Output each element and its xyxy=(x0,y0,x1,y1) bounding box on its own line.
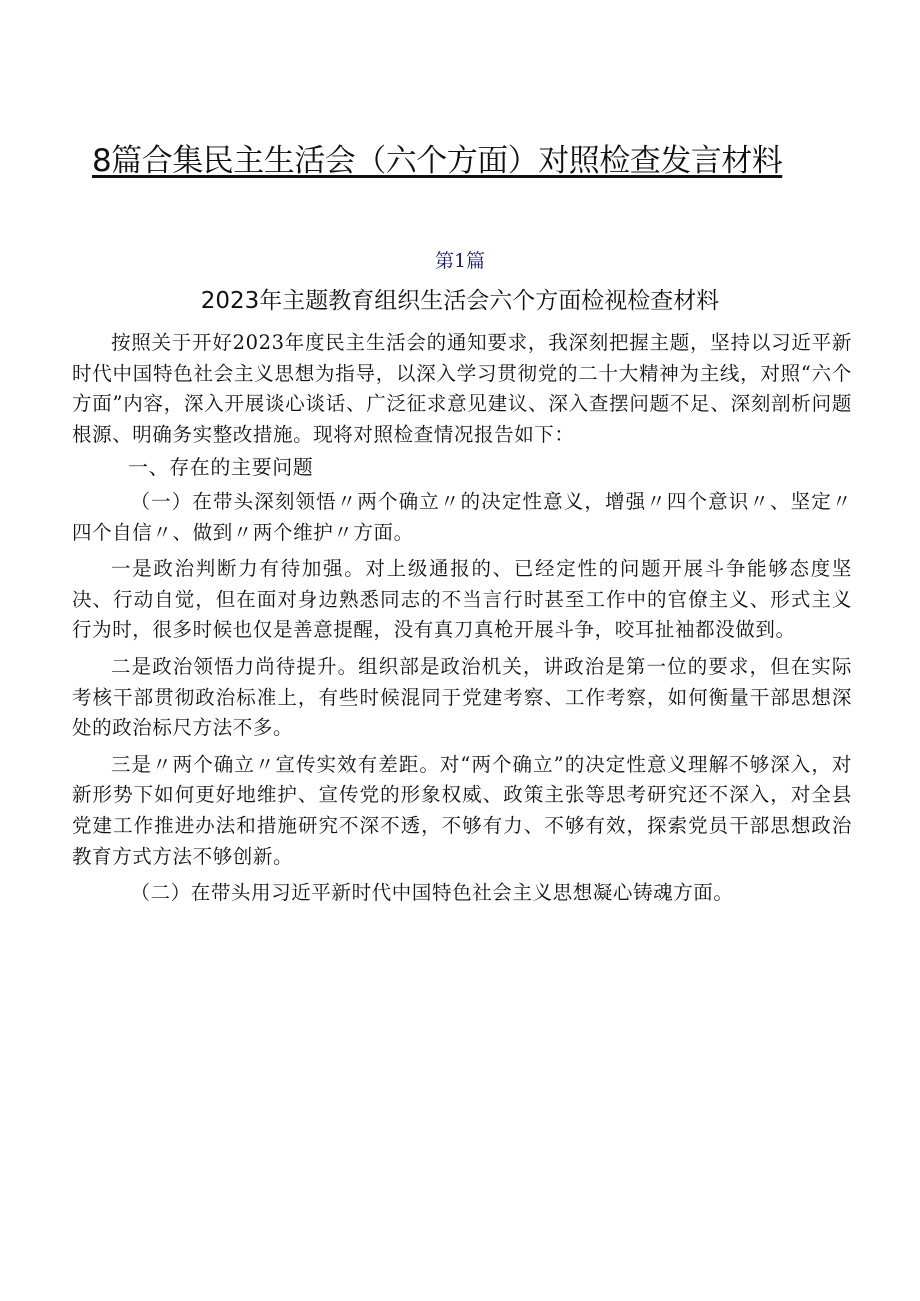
main-title: 8篇合集民主生活会（六个方面）对照检查发言材料 xyxy=(92,143,783,179)
heading-main-problems: 一、存在的主要问题 xyxy=(128,455,314,480)
subheading-2: （二）在带头用习近平新时代中国特色社会主义思想凝心铸魂方面。 xyxy=(130,881,734,905)
section-subtitle: 2023年主题教育组织生活会六个方面检视检查材料 xyxy=(200,288,720,314)
paragraph-political-judgment: 一是政治判断力有待加强。对上级通报的、已经定性的问题开展斗争能够态度坚决、行动自觉，但在面对身边熟悉同志的不当言行时甚至工作中的官僚主义、形式主义行为时，很多时候也仅是善意提醒，没有真刀真枪开展斗争，咬耳扯袖都没做到。 xyxy=(72,557,852,642)
section-number: 第1篇 xyxy=(434,250,486,272)
intro-paragraph: 按照关于开好2023年度民主生活会的通知要求，我深刻把握主题，坚持以习近平新时代中国特色社会主义思想为指导，以深入学习贯彻党的二十大精神为主线，对照“六个方面”内容，深入开展谈心谈话、广泛征求意见建议、深入查摆问题不足、深刻剖析问题根源、明确务实整改措施。现将对照检查情况报告如下： xyxy=(72,331,852,446)
subheading-1: （一）在带头深刻领悟〃两个确立〃的决定性意义，增强〃四个意识〃、坚定〃四个自信〃、做到〃两个维护〃方面。 xyxy=(72,489,852,544)
body-text xyxy=(72,328,852,909)
paragraph-two-establishments: 三是〃两个确立〃宣传实效有差距。对“两个确立”的决定性意义理解不够深入，对新形势下如何更好地维护、宣传党的形象权威、政策主张等思考研究还不深入，对全县党建工作推进办法和措施研究不深不透，不够有力、不够有效，探索党员干部思想政治教育方式方法不够创新。 xyxy=(72,752,852,868)
paragraph-political-understanding: 二是政治领悟力尚待提升。组织部是政治机关，讲政治是第一位的要求，但在实际考核干部贯彻政治标准上，有些时候混同于党建考察、工作考察，如何衡量干部思想深处的政治标尺方法不多。 xyxy=(72,654,852,740)
